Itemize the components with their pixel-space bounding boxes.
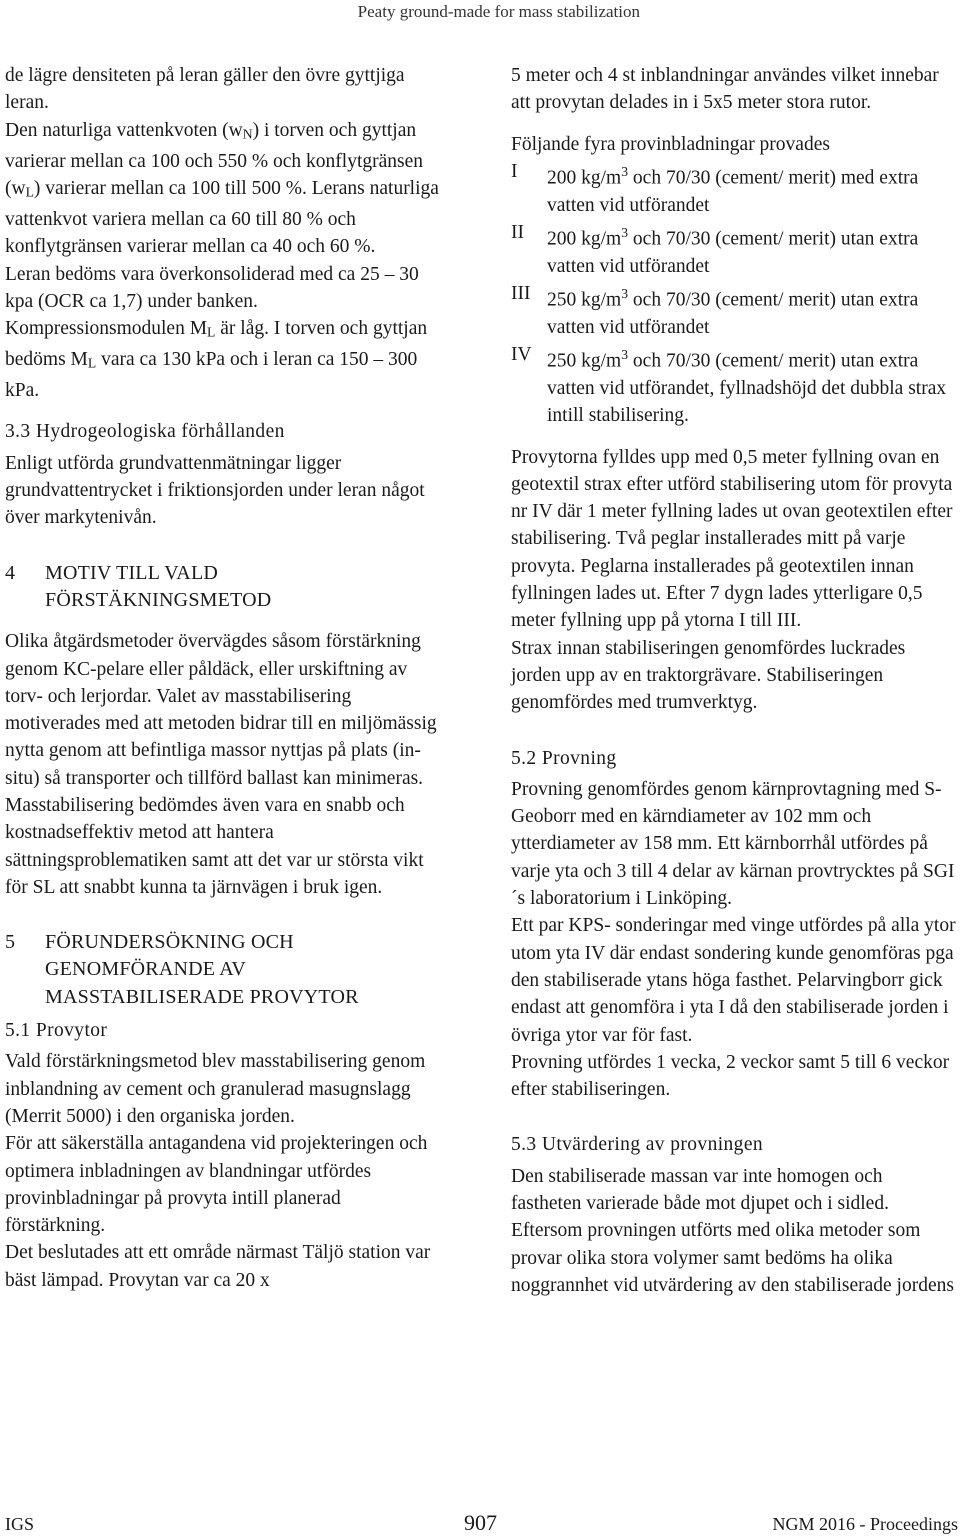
section-number: 4 bbox=[5, 561, 16, 584]
paragraph-provytor-1: Vald förstärkningsmetod blev masstabilisering genom inblandning av cement och granulerad masugnslagg (Merrit 5000) i den organiska jorden. bbox=[5, 1051, 426, 1127]
mix-list bbox=[511, 158, 956, 430]
text-run: Leran bedöms vara överkonsoliderad med ca 25 – 30 kpa (OCR ca 1,7) under banken. bbox=[5, 263, 419, 312]
section-title: FÖRUNDERSÖKNING OCH GENOMFÖRANDE AV MASSTABILISERADE PROVYTOR bbox=[45, 931, 359, 1008]
paragraph-provyta-grid: 5 meter och 4 st inblandningar användes vilket innebar att provytan delades in i 5x5 meter stora rutor. bbox=[511, 65, 939, 114]
text-run: är låg. I torven och gyttjan bedöms M bbox=[5, 318, 428, 371]
heading-3-3: 3.3 Hydrogeologiska förhållanden bbox=[5, 421, 285, 443]
paragraph-water-content bbox=[5, 62, 445, 261]
superscript: 3 bbox=[621, 286, 629, 302]
superscript: 3 bbox=[621, 163, 629, 179]
superscript: 3 bbox=[621, 347, 629, 363]
subscript: L bbox=[207, 324, 216, 340]
paragraph-groundwater: Enligt utförda grundvattenmätningar ligger grundvattentrycket i friktionsjorden under leran något över markytenivån. bbox=[5, 452, 425, 529]
roman-numeral: IV bbox=[511, 344, 532, 366]
roman-numeral: III bbox=[511, 283, 531, 305]
text-run: 200 kg/m bbox=[547, 228, 622, 250]
paragraph-provytor-3: Det beslutades att ett område närmast Täljö station var bäst lämpad. Provytan var ca 20 x bbox=[5, 1242, 431, 1291]
section-number: 5 bbox=[5, 931, 16, 954]
paragraph-provytor-2: För att säkerställa antagandena vid projekteringen och optimera inbladningen av blandningar utfördes provinbladningar på provyta intill planerad förstärkning. bbox=[5, 1133, 428, 1237]
text-run: 250 kg/m bbox=[547, 350, 622, 372]
list-item bbox=[511, 341, 956, 429]
text-run: 250 kg/m bbox=[547, 289, 622, 311]
paragraph-motiv: Olika åtgärdsmetoder övervägdes såsom förstärkning genom KC-pelare eller påldäck, eller urskiftning av torv- och lerjordar. Valet av masstabilisering motiverades med att metoden bidrar till en miljömässig nytta genom att befintliga massor nyttjas på plats (in-situ) så transporter och tillförd ballast kan minimeras. Masstabilisering bedömdes även vara en snabb och kostnadseffektiv metod att hantera sättningsproblematiken samt att det var ur största vikt för SL att snabbt kunna ta järnvägen i bruk igen. bbox=[5, 631, 437, 898]
paragraph-utvardering: Den stabiliserade massan var inte homogen och fastheten varierade både mot djupet och i sidled. Eftersom provningen utförts med olika metoder som provar olika stora volymer samt bedöms ha olika noggrannhet vid utvärdering av den stabiliserade jordens bbox=[511, 1165, 954, 1296]
footer-right: NGM 2016 - Proceedings bbox=[772, 1514, 958, 1534]
list-item bbox=[511, 219, 956, 280]
list-item bbox=[511, 280, 956, 341]
roman-numeral: II bbox=[511, 221, 524, 243]
text-run: och 70/30 (cement/ merit) utan extra vatten vid utförandet, fyllnadshöjd det dubbla strax intill stabilisering. bbox=[547, 350, 947, 427]
superscript: 3 bbox=[621, 224, 629, 240]
paragraph-provning-2: Ett par KPS- sonderingar med vinge utfördes på alla ytor utom yta IV där endast sondering kunde genomföras pga den stabiliserade ytans höga fasthet. Pelarvingborr gick endast att genomföra i yta I då den stabiliserade jorden i övriga ytor var för fast. bbox=[511, 915, 956, 1046]
text-run: ) varierar mellan ca 100 till 500 %. Lerans naturliga vattenkvot variera mellan ca 60 till 80 % och konflytgränsen varierar mellan ca 40 och 60 %. bbox=[5, 177, 439, 258]
text-run: och 70/30 (cement/ merit) utan extra vatten vid utförandet bbox=[547, 289, 919, 338]
roman-numeral: I bbox=[511, 160, 518, 182]
paragraph-fyllning: Provytorna fylldes upp med 0,5 meter fyllning ovan en geotextil strax efter utförd stabilisering utom för provyta nr IV där 1 meter fyllning lades ut ovan geotextilen efter stabilisering. Två peglar installerades mitt på varje provyta. Peglarna installerades på geotextilen innan fyllningen lades ut. Efter 7 dygn lades ytterligare 0,5 meter fyllning upp på ytorna I till III. bbox=[511, 446, 953, 632]
paragraph-stabilisering: Strax innan stabiliseringen genomfördes luckrades jorden upp av en traktorgrävare. Stabiliseringen genomfördes med trumverktyg. bbox=[511, 637, 906, 714]
left-column bbox=[5, 62, 445, 1294]
heading-5-1: 5.1 Provytor bbox=[5, 1020, 108, 1042]
right-column bbox=[511, 62, 956, 1299]
list-item bbox=[511, 158, 956, 219]
heading-section-4 bbox=[5, 560, 445, 615]
page-footer bbox=[0, 1510, 960, 1539]
heading-section-5 bbox=[5, 929, 445, 1011]
text-run: och 70/30 (cement/ merit) med extra vatten vid utförandet bbox=[547, 167, 919, 216]
text-run: 200 kg/m bbox=[547, 167, 622, 189]
paragraph-provning-1: Provning genomfördes genom kärnprovtagning med S-Geoborr med en kärndiameter av 102 mm och ytterdiameter av 158 mm. Ett kärnborrhål utfördes på varje yta och 3 till 4 delar av kärnan provtrycktes på SGI´s laboratorium i Linköping. bbox=[511, 778, 955, 910]
heading-5-3: 5.3 Utvärdering av provningen bbox=[511, 1134, 764, 1156]
subscript: L bbox=[25, 184, 34, 200]
heading-5-2: 5.2 Provning bbox=[511, 747, 617, 769]
mix-intro: Följande fyra provinbladningar provades bbox=[511, 133, 830, 155]
footer-left: IGS bbox=[5, 1514, 35, 1534]
text-run: de lägre densiteten på leran gäller den övre gyttjiga leran. bbox=[5, 65, 405, 114]
text-run: Den naturliga vattenkvoten (w bbox=[5, 119, 243, 141]
paragraph-provning-3: Provning utfördes 1 vecka, 2 veckor samt 5 till 6 veckor efter stabiliseringen. bbox=[511, 1051, 950, 1101]
running-head: Peaty ground-made for mass stabilization bbox=[357, 2, 640, 21]
paragraph-clay-consolidation bbox=[5, 261, 445, 405]
page-number: 907 bbox=[464, 1510, 497, 1535]
subscript: N bbox=[242, 126, 253, 142]
text-run: vara ca 130 kPa och i leran ca 150 – 300 kPa. bbox=[5, 349, 418, 402]
text-run: Kompressionsmodulen M bbox=[5, 318, 208, 340]
text-run: ) i torven och gyttjan varierar mellan ca 100 och 550 % och konflytgränsen (w bbox=[5, 119, 424, 199]
subscript: L bbox=[87, 355, 97, 371]
section-title: MOTIV TILL VALD FÖRSTÄKNINGSMETOD bbox=[45, 561, 272, 611]
text-run: och 70/30 (cement/ merit) utan extra vatten vid utförandet bbox=[547, 228, 919, 277]
